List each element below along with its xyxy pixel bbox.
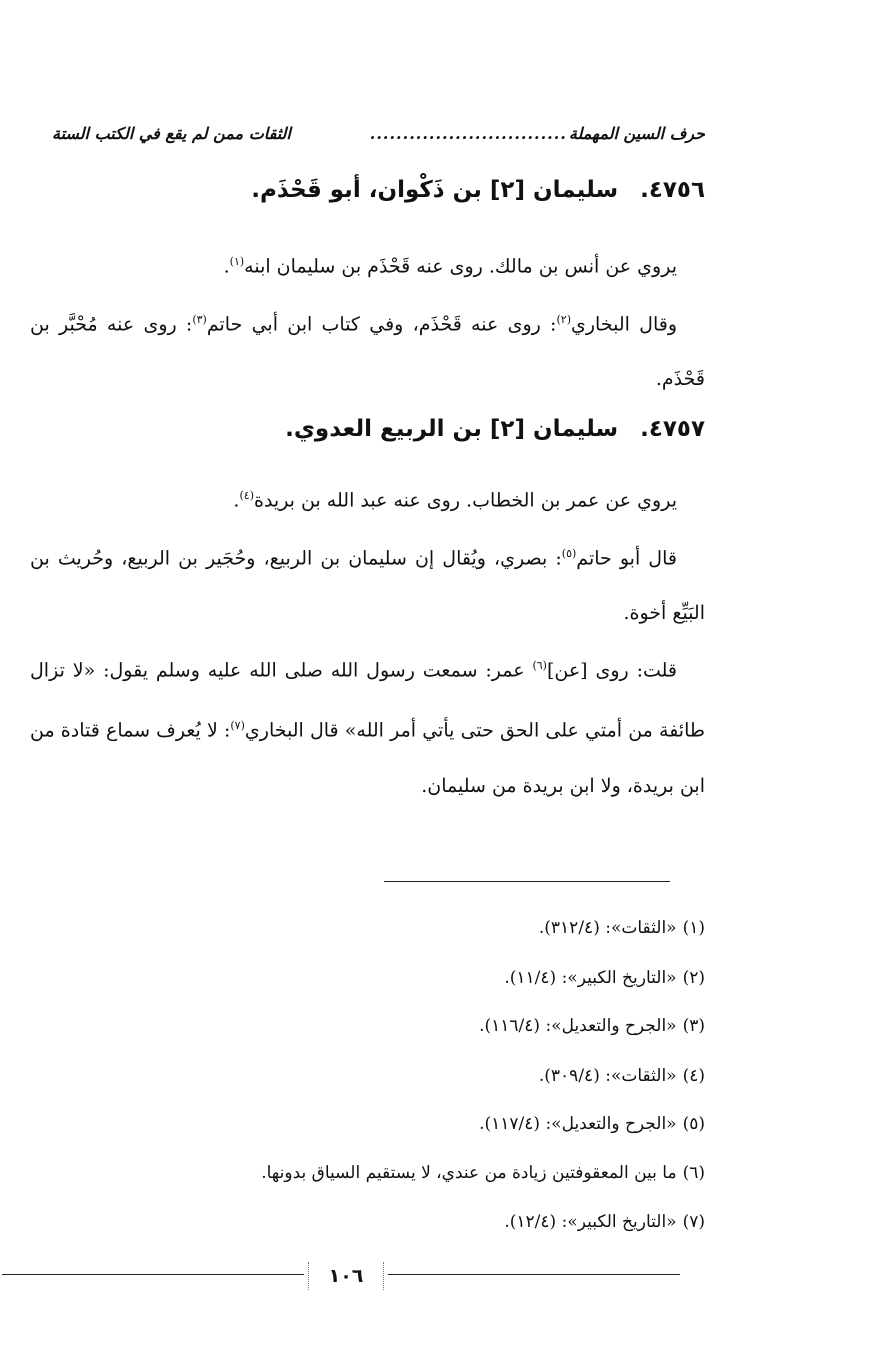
paragraph-text: : لا يُعرف سماع قتادة من ابن بريدة، ولا ابن بريدة من سليمان. xyxy=(30,719,705,797)
footnote-number: (٥) xyxy=(682,1114,705,1134)
paragraph-text: عمر: سمعت رسول الله صلى الله عليه وسلم يقول: «لا تزال طائفة من أمتي على الحق حتى يأتي أمر الله» قال البخاري xyxy=(30,659,706,742)
paragraph-text: وقال البخاري xyxy=(570,313,677,336)
footnote-number: (٧) xyxy=(682,1212,705,1232)
paragraph-text: : بصري، ويُقال إن سليمان بن الربيع، وحُجَير بن الربيع، وحُريث بن البَيِّع أخوة. xyxy=(30,547,705,625)
paragraph-text: . xyxy=(233,489,240,512)
footnote xyxy=(261,1163,705,1183)
paragraph-text: قلت: روى [عن] xyxy=(546,659,677,682)
entry-number: ٤٧٥٦. xyxy=(640,177,705,203)
footnote-text: «الجرح والتعديل»: (١١٧/٤). xyxy=(479,1114,677,1134)
bottom-rule-right xyxy=(388,1274,680,1275)
footnote xyxy=(479,1114,705,1134)
footnote-ref: (٢) xyxy=(556,313,571,326)
footnote-ref: (٦) xyxy=(532,659,547,672)
footnote-text: «الثقات»: (٣٠٩/٤). xyxy=(538,1066,677,1086)
entry-paragraph xyxy=(30,638,705,814)
paragraph-text: قال أبو حاتم xyxy=(576,547,677,570)
paragraph-text: . xyxy=(223,255,230,278)
entry-name: سليمان [٢] بن الربيع العدوي. xyxy=(285,416,619,442)
footnote-number: (٦) xyxy=(682,1163,705,1183)
footnote-text: «الجرح والتعديل»: (١١٦/٤). xyxy=(479,1016,677,1036)
footnote-text: «التاريخ الكبير»: (١٢/٤). xyxy=(504,1212,677,1232)
footnote-number: (٣) xyxy=(682,1016,705,1036)
footnote-text: «الثقات»: (٣١٢/٤). xyxy=(538,918,677,938)
bottom-rule-left xyxy=(2,1274,304,1275)
footnote-ref: (٥) xyxy=(561,547,577,560)
footnote-number: (١) xyxy=(682,918,705,938)
entry-title xyxy=(285,416,705,442)
entry-paragraph xyxy=(30,234,705,294)
entry-number: ٤٧٥٧. xyxy=(640,416,705,442)
footnote-ref: (٧) xyxy=(230,719,245,733)
footnote-text: ما بين المعقوفتين زيادة من عندي، لا يستقيم السياق بدونها. xyxy=(261,1163,677,1183)
footnote-ref: (٤) xyxy=(239,489,254,502)
footnote xyxy=(504,1212,705,1232)
entry-paragraph xyxy=(30,292,705,407)
footnote-number: (٤) xyxy=(682,1066,705,1086)
entry-name: سليمان [٢] بن ذَكْوان، أبو قَحْذَم. xyxy=(251,177,619,203)
paragraph-text: : روى عنه مُحْبَّر بن قَحْذَم. xyxy=(30,313,705,391)
footnote-text: «التاريخ الكبير»: (١١/٤). xyxy=(504,968,677,988)
paragraph-text: يروي عن أنس بن مالك. روى عنه قَحْذَم بن سليمان ابنه xyxy=(244,255,677,278)
running-header xyxy=(52,118,705,148)
header-book-title: الثقات ممن لم يقع في الكتب الستة xyxy=(52,123,291,143)
footnote-number: (٢) xyxy=(682,968,705,988)
footnote xyxy=(539,1066,705,1086)
footnote xyxy=(504,968,705,988)
entry-paragraph xyxy=(30,526,705,641)
paragraph-text: يروي عن عمر بن الخطاب. روى عنه عبد الله بن بريدة xyxy=(253,489,677,512)
entry-paragraph xyxy=(30,468,705,528)
footnote xyxy=(539,918,705,938)
header-chapter: حرف السين المهملة xyxy=(568,123,705,143)
page-number: ١٠٦ xyxy=(306,1258,386,1294)
entry-title xyxy=(251,177,705,203)
footnote-ref: (١) xyxy=(229,255,245,268)
paragraph-text: : روى عنه قَحْذَم، وفي كتاب ابن أبي حاتم xyxy=(206,313,557,336)
footnote-separator xyxy=(384,881,670,882)
header-leader-dots: .............................. xyxy=(369,123,567,143)
footnote-ref: (٣) xyxy=(192,313,207,326)
footnote xyxy=(479,1016,705,1036)
